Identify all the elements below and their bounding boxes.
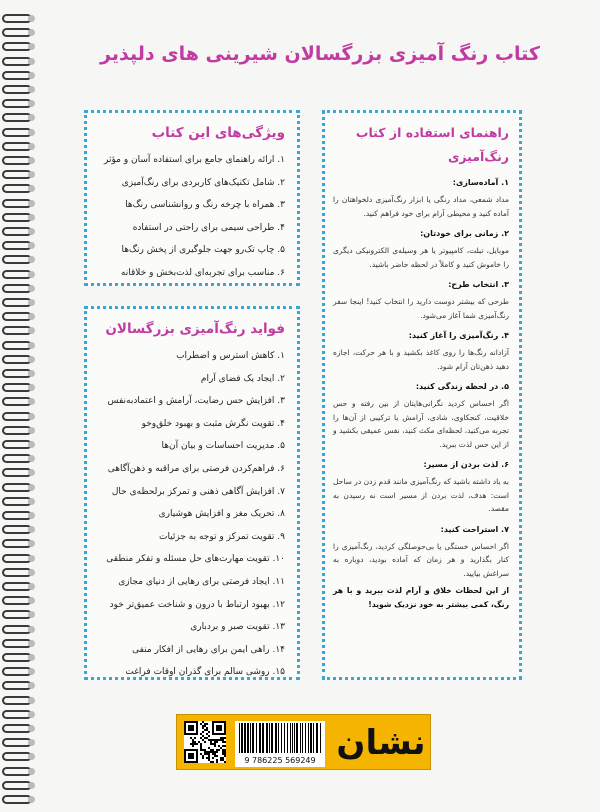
list-item: ۲. شامل تکنیک‌های کاربردی برای رنگ‌آمیزی: [121, 177, 285, 188]
binding-hole: [28, 327, 35, 334]
binding-hole: [28, 114, 35, 121]
list-item: ۱۱. ایجاد فرصتی برای رهایی از دنیای مجازی: [118, 576, 285, 587]
features-list: [97, 149, 285, 284]
binding-hole: [28, 58, 35, 65]
barcode: [235, 721, 325, 755]
step-body: آزادانه رنگ‌ها را روی کاغذ بکشید و با هر حرکت، اجازه دهید ذهن‌تان آرام شود.: [333, 348, 509, 371]
barcode-label: [176, 714, 431, 770]
binding-hole: [28, 413, 35, 420]
binding-hole: [28, 753, 35, 760]
binding-hole: [28, 285, 35, 292]
guide-step: [333, 275, 509, 322]
binding-hole: [28, 484, 35, 491]
list-item: ۱۴. راهی ایمن برای رهایی از افکار منفی: [132, 644, 285, 655]
list-item: ۱. کاهش استرس و اضطراب: [176, 351, 285, 361]
binding-hole: [28, 597, 35, 604]
isbn-number: 9 786225 569249: [235, 755, 325, 767]
features-heading: ویژگی‌های این کتاب: [151, 125, 285, 141]
binding-hole: [28, 342, 35, 349]
guide-step: [333, 173, 509, 220]
binding-hole: [28, 569, 35, 576]
binding-hole: [28, 796, 35, 803]
binding-hole: [28, 782, 35, 789]
binding-hole: [28, 228, 35, 235]
list-item: ۱۰. تقویت مهارت‌های حل مسئله و تفکر منطقی: [106, 554, 285, 565]
binding-hole: [28, 768, 35, 775]
list-item: ۷. افزایش آگاهی ذهنی و تمرکز برلحظه‌ی حال: [111, 486, 285, 497]
binding-hole: [28, 299, 35, 306]
step-body: اگر احساس کردید نگرانی‌هایتان از بین رفته و حس خلاقیت، کنجکاوی، شادی، آرامش یا ترکیبی از آن‌ها را تجربه می‌کنید، لحظه‌ای مکث کنید، نفس عمیقی بکشید و از این حس لذت ببرید.: [333, 399, 509, 449]
binding-hole: [28, 398, 35, 405]
list-item: ۲. ایجاد یک فضای آرام: [200, 373, 285, 384]
spiral-binding: [0, 0, 40, 812]
binding-hole: [28, 697, 35, 704]
binding-hole: [28, 725, 35, 732]
guide-box: [322, 110, 522, 680]
binding-hole: [28, 143, 35, 150]
binding-hole: [28, 739, 35, 746]
binding-hole: [28, 640, 35, 647]
binding-hole: [28, 171, 35, 178]
binding-hole: [28, 72, 35, 79]
qr-code: [184, 721, 226, 763]
step-title: ۳. انتخاب طرح:: [448, 280, 509, 289]
step-title: ۲. زمانی برای خودتان:: [420, 229, 509, 238]
list-item: ۱۳. تقویت صبر و بردباری: [190, 622, 285, 633]
list-item: ۵. چاپ تک‌رو جهت جلوگیری از پخش رنگ‌ها: [121, 245, 285, 255]
guide-step: [333, 326, 509, 373]
binding-hole: [28, 583, 35, 590]
binding-hole: [28, 526, 35, 533]
binding-hole: [28, 668, 35, 675]
binding-hole: [28, 555, 35, 562]
list-item: ۱۵. روشی سالم برای گذران اوقات فراغت: [125, 667, 285, 678]
step-title: ۷. استراحت کنید:: [440, 524, 509, 534]
binding-hole: [28, 43, 35, 50]
list-item: ۳. همراه با چرخه رنگ و روانشناسی رنگ‌ها: [125, 200, 285, 210]
binding-hole: [28, 200, 35, 207]
binding-hole: [28, 29, 35, 36]
step-title: ۴. رنگ‌آمیزی را آغاز کنید:: [408, 331, 509, 340]
binding-hole: [28, 455, 35, 462]
binding-hole: [28, 271, 35, 278]
list-item: ۵. مدیریت احساسات و بیان آن‌ها: [161, 441, 285, 452]
step-body: موبایل، تبلت، کامپیوتر یا هر وسیله‌ی الکترونیکی دیگری را خاموش کنید و کاملاً در لحظه حاضر باشید.: [333, 246, 509, 269]
binding-hole: [28, 356, 35, 363]
binding-hole: [28, 540, 35, 547]
binding-hole: [28, 86, 35, 93]
guide-step: [333, 224, 509, 271]
list-item: ۹. تقویت تمرکز و توجه به جزئیات: [158, 531, 285, 542]
list-item: ۸. تحریک مغز و افزایش هوشیاری: [158, 509, 285, 520]
benefits-box: [84, 306, 300, 680]
guide-closing: از این لحظات خلاق و آرام لذت ببرید و با هر رنگ، کمی بیشتر به خود نزدیک شوید!: [333, 586, 509, 609]
list-item: ۶. فراهم‌کردن فرصتی برای مراقبه و ذهن‌آگاهی: [107, 463, 285, 474]
guide-step: [333, 520, 509, 581]
step-body: به یاد داشته باشید که رنگ‌آمیزی مانند قدم زدن در ساحل است: هدف، لذت بردن از مسیر است نه رسیدن به مقصد.: [333, 477, 509, 513]
binding-hole: [28, 185, 35, 192]
binding-hole: [28, 498, 35, 505]
step-title: ۵. در لحظه زندگی کنید:: [415, 382, 509, 391]
list-item: ۱. ارائه راهنمای جامع برای استفاده آسان و مؤثر: [104, 155, 285, 165]
binding-hole: [28, 682, 35, 689]
binding-hole: [28, 611, 35, 618]
step-title: ۱. آماده‌سازی:: [452, 178, 509, 187]
binding-hole: [28, 512, 35, 519]
list-item: ۶. مناسب برای تجربه‌ای لذت‌بخش و خلاقانه: [120, 267, 285, 278]
binding-hole: [28, 427, 35, 434]
list-item: ۴. تقویت نگرش مثبت و بهبود خلق‌وخو: [141, 418, 285, 429]
benefits-list: [97, 345, 285, 684]
step-body: طرحی که بیشتر دوست دارید را انتخاب کنید! اینجا سفر رنگ‌آمیزی شما آغاز می‌شود.: [333, 297, 509, 320]
book-title: کتاب رنگ آمیزی بزرگسالان شیرینی های دلپذیر: [100, 43, 540, 65]
binding-hole: [28, 242, 35, 249]
publisher-logo: نشان: [336, 723, 426, 763]
guide-heading: راهنمای استفاده از کتاب رنگ‌آمیزی: [355, 125, 509, 164]
binding-hole: [28, 256, 35, 263]
features-box: [84, 110, 300, 286]
binding-hole: [28, 313, 35, 320]
binding-hole: [28, 441, 35, 448]
binding-hole: [28, 370, 35, 377]
binding-hole: [28, 384, 35, 391]
binding-hole: [28, 214, 35, 221]
list-item: ۱۲. بهبود ارتباط با درون و شناخت عمیق‌تر خود: [109, 599, 285, 610]
list-item: ۴. طراحی سیمی برای راحتی در استفاده: [132, 222, 285, 233]
binding-hole: [28, 157, 35, 164]
guide-step: [333, 377, 509, 451]
binding-hole: [28, 469, 35, 476]
binding-hole: [28, 100, 35, 107]
binding-hole: [28, 654, 35, 661]
list-item: ۳. افزایش حس رضایت، آرامش و اعتمادبه‌نفس: [107, 396, 285, 407]
binding-hole: [28, 711, 35, 718]
binding-hole: [28, 626, 35, 633]
binding-hole: [28, 129, 35, 136]
step-title: ۶. لذت بردن از مسیر:: [423, 460, 509, 469]
benefits-heading: فواید رنگ‌آمیزی بزرگسالان: [105, 321, 285, 337]
binding-hole: [28, 15, 35, 22]
step-body: اگر احساس خستگی یا بی‌حوصلگی کردید، رنگ‌آمیزی را کنار بگذارید و هر زمان که آماده بودید، دوباره به سراغش بیایید.: [333, 541, 509, 578]
step-body: مداد شمعی، مداد رنگی یا ابزار رنگ‌آمیزی دلخواهتان را آماده کنید و محیطی آرام برای خود فراهم کنید.: [333, 195, 509, 218]
guide-step: [333, 455, 509, 516]
